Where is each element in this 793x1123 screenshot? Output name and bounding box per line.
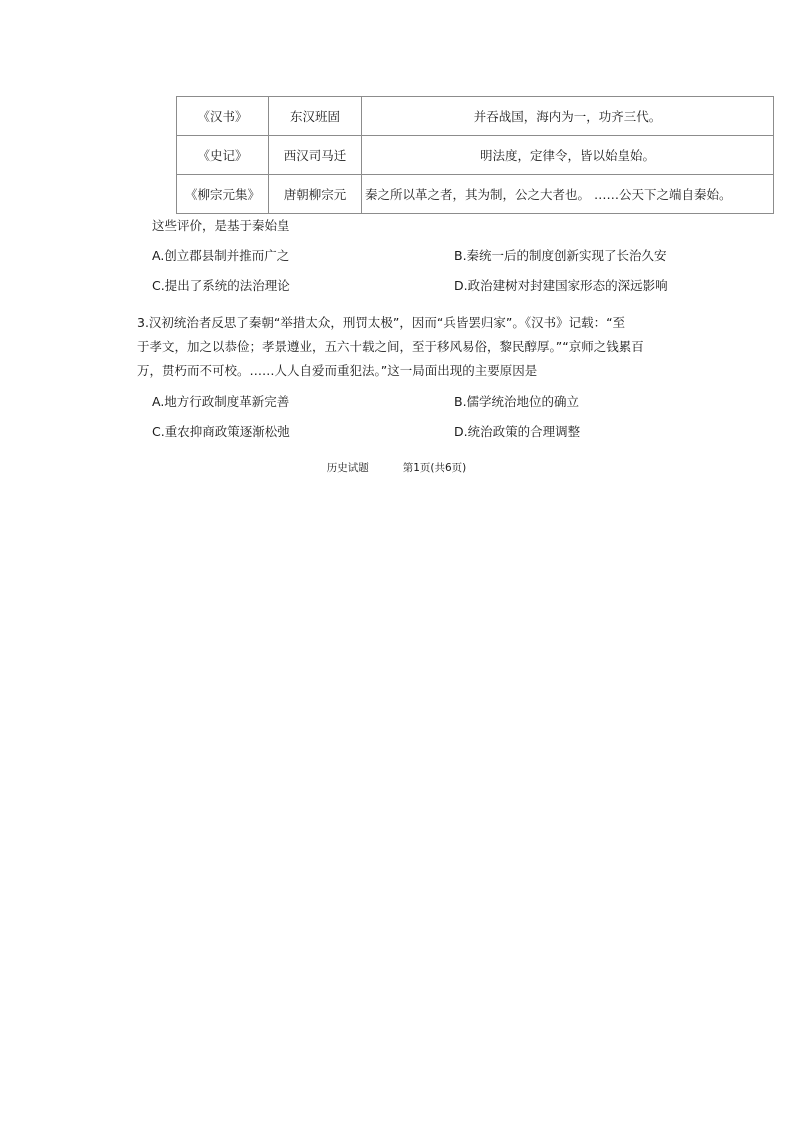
book-cell: 《柳宗元集》	[177, 175, 269, 214]
page-footer	[0, 460, 793, 475]
q3-stem-line-3: 万，贯朽而不可校。……人人自爱而重犯法。”这一局面出现的主要原因是	[137, 363, 538, 378]
table-row	[177, 97, 774, 136]
q3-stem-line-1: 3.汉初统治者反思了秦朝“举措太众，刑罚太极”，因而“兵皆罢归家”。《汉书》记载：“至	[137, 315, 626, 330]
q3-stem-line-2: 于孝文，加之以恭俭；孝景遵业，五六十载之间，至于移风易俗，黎民醇厚。”“京师之钱累百	[137, 339, 644, 354]
table-row	[177, 175, 774, 214]
q2-stem: 这些评价，是基于秦始皇	[152, 218, 290, 233]
q3-option-b: B.儒学统治地位的确立	[454, 394, 580, 409]
quote-cell: 秦之所以革之者，其为制，公之大者也。 ……公天下之端自秦始。	[362, 175, 774, 214]
footer-subject: 历史试题	[326, 462, 369, 474]
historical-evaluations-table	[176, 96, 774, 214]
quote-cell: 并吞战国，海内为一，功齐三代。	[362, 97, 774, 136]
q2-option-b: B.秦统一后的制度创新实现了长治久安	[454, 248, 667, 263]
quote-cell: 明法度，定律令，皆以始皇始。	[362, 136, 774, 175]
q3-option-d: D.统治政策的合理调整	[454, 424, 581, 439]
book-cell: 《史记》	[177, 136, 269, 175]
q2-option-a: A.创立郡县制并推而广之	[152, 248, 290, 263]
author-cell: 西汉司马迁	[269, 136, 362, 175]
q3-option-c: C.重农抑商政策逐渐松弛	[152, 424, 290, 439]
q2-option-d: D.政治建树对封建国家形态的深远影响	[454, 278, 668, 293]
footer-page-number: 第1页(共6页)	[402, 462, 467, 474]
author-cell: 唐朝柳宗元	[269, 175, 362, 214]
q2-option-c: C.提出了系统的法治理论	[152, 278, 290, 293]
author-cell: 东汉班固	[269, 97, 362, 136]
book-cell: 《汉书》	[177, 97, 269, 136]
q3-option-a: A.地方行政制度革新完善	[152, 394, 290, 409]
table-row	[177, 136, 774, 175]
